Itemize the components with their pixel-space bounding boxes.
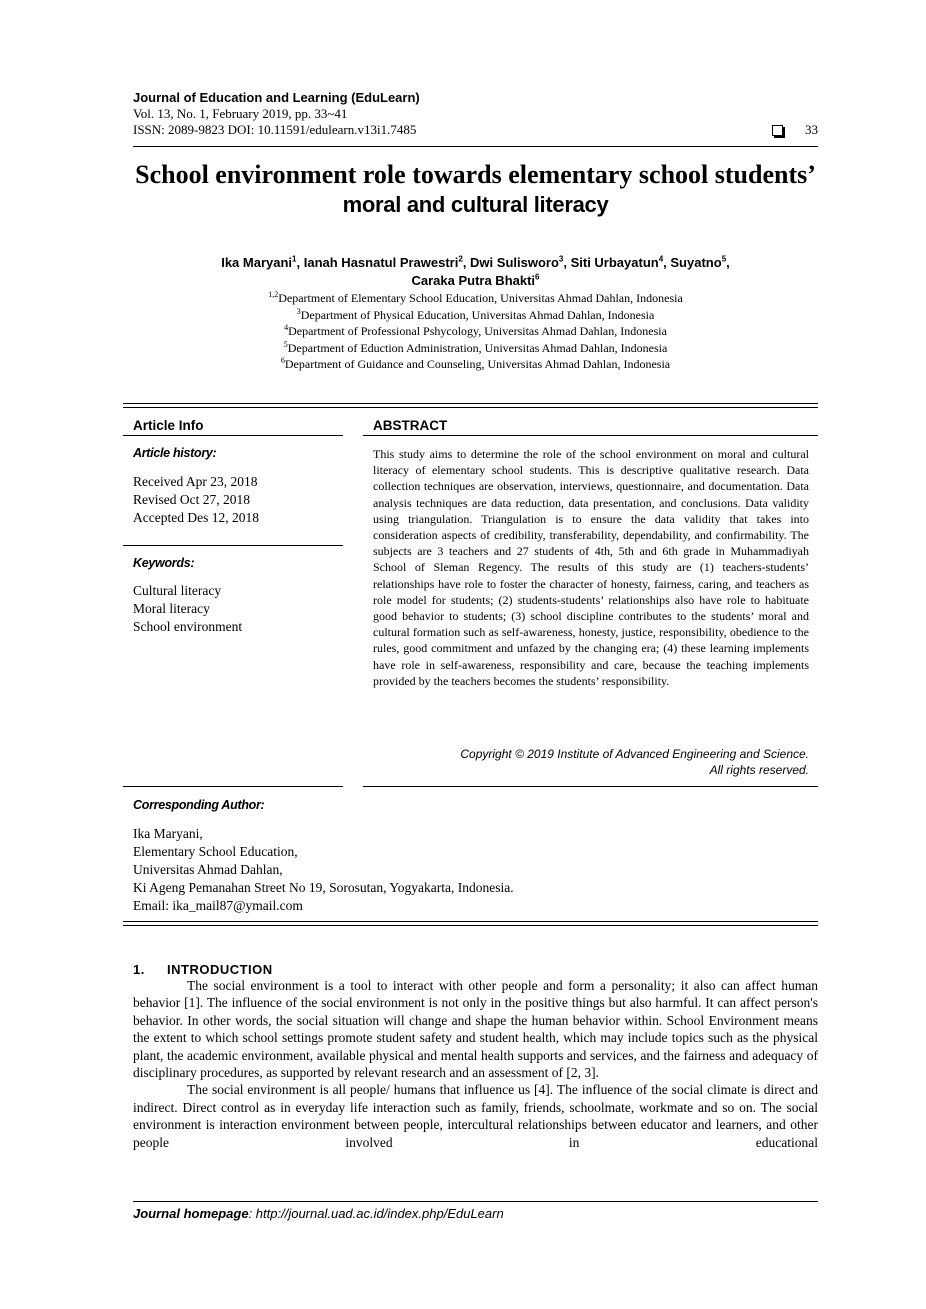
info-left-rule <box>123 435 343 436</box>
footer <box>133 1206 504 1221</box>
paragraph: The social environment is all people/ humans that influence us [4]. The influence of the social climate is direct and indirect. Direct control as in everyday life interaction such as family, friends, schoolmate, workmate and so on. The social environment is interaction environment between people, intercultural relationships between educator and learners, and other people involved in educational <box>133 1082 818 1150</box>
info-bottom-right-rule <box>363 786 818 787</box>
footer-label: Journal homepage <box>133 1206 249 1221</box>
author-name: Ianah Hasnatul Prawestri <box>303 255 459 270</box>
body-text <box>133 977 818 1151</box>
corresponding-line: Elementary School Education, <box>133 844 298 859</box>
affiliation-text: Department of Physical Education, Universitas Ahmad Dahlan, Indonesia <box>300 307 655 322</box>
received-date: Received Apr 23, 2018 <box>133 474 258 489</box>
section-number: 1. <box>133 962 145 977</box>
keyword: Moral literacy <box>133 601 210 616</box>
author-name: Caraka Putra Bhakti <box>411 273 536 288</box>
author-list: Ika Maryani$^1$, Ianah Hasnatul Prawestri$^2$, Dwi Sulisworo$^3$, Siti Urbayatun$^4$, Suyatno$^5$, Caraka Putra Bhakti$^6$ <box>221 254 730 288</box>
author-sup: 6 <box>535 272 540 282</box>
corresponding-line: Ika Maryani, <box>133 826 203 841</box>
square-bullet-icon <box>772 125 783 136</box>
copyright-notice <box>373 746 809 778</box>
title-line-1: School environment role towards elementary school students’ <box>135 160 816 189</box>
affiliation <box>133 323 818 340</box>
page-number: 33 <box>805 122 818 137</box>
affiliation-sup: 3 <box>296 306 301 316</box>
section-heading <box>133 962 273 977</box>
page-marker <box>772 122 818 138</box>
paragraph: The social environment is a tool to interact with other people and form a personality; it also can affect human behavior [1]. The influence of the social environment is not only in the positive things but also harmful. It can affect person's behavior. In other words, the social situation will change and shape the human behavior within. School Environment means the extent to which school settings promote student safety and student health, which may include topics such as the physical plant, the academic environment, available physical and mental health supports and services, and the fairness and adequacy of disciplinary procedures, as supported by relevant research and an assessment of [2, 3]. <box>133 978 818 1081</box>
author-name: Suyatno <box>670 255 722 270</box>
keyword: School environment <box>133 619 243 634</box>
running-header <box>133 90 818 138</box>
affiliation-text: Department of Professional Pshycology, Universitas Ahmad Dahlan, Indonesia <box>288 324 667 338</box>
author-name: Dwi Sulisworo <box>470 255 559 270</box>
affiliation-sup: 5 <box>283 339 288 349</box>
author-name: Siti Urbayatun <box>570 255 659 270</box>
footer-rule <box>133 1201 818 1202</box>
corresponding-line: Ki Ageng Pemanahan Street No 19, Sorosutan, Yogyakarta, Indonesia. <box>133 880 514 895</box>
corresponding-line: Universitas Ahmad Dahlan, <box>133 862 283 877</box>
affiliation <box>133 356 818 373</box>
rights-line: All rights reserved. <box>709 763 809 777</box>
affiliation <box>133 307 818 324</box>
history-list <box>133 473 343 527</box>
author-sup: 4 <box>658 254 664 264</box>
issn-line: ISSN: 2089-9823 DOI: 10.11591/edulearn.v13i1.7485 <box>133 122 417 137</box>
abstract-heading: ABSTRACT <box>373 418 448 433</box>
article-info-heading: Article Info <box>133 418 204 433</box>
revised-date: Revised Oct 27, 2018 <box>133 492 250 507</box>
section-title: INTRODUCTION <box>167 962 273 977</box>
affiliation <box>133 340 818 357</box>
info-end-rule <box>123 921 818 926</box>
affiliation-list <box>133 290 818 373</box>
header-rule <box>133 146 818 147</box>
affiliation-sup: 6 <box>280 356 285 365</box>
journal-homepage-link[interactable]: : http://journal.uad.ac.id/index.php/EduLearn <box>248 1206 504 1221</box>
abstract-text: This study aims to determine the role of the school environment on moral and cultural literacy of elementary school students. This is descriptive qualitative research. Data collection techniques are observation, interviews, questionnaire, and documentation. Data analysis techniques are data reduction, data presentation, and conclusions. Data validity using triangulation. Triangulation is to ensure the data validity that takes into consideration aspects of credibility, transferability, dependability, and confirmability. The subjects are 3 teachers and 27 students of 4th, 5th and 6th grade in Muhammadiyah School of Sleman Regency. The results of this study are (1) teachers-students’ relationships have role to foster the character of honesty, fairness, caring, and teachers as role model for students; (2) students-students’ relationships also have role to habituate good behavior to students; (3) school discipline contributes to the students’ moral and cultural formation such as self-awareness, honesty, justice, responsibility, obedience to the rules, good commitment and unfazed by the changing era; (4) these learning implements have role in self-awareness, responsibility and care, because the teaching implements provided by the teachers becomes the students’ responsibility. <box>373 447 809 688</box>
volume-line: Vol. 13, No. 1, February 2019, pp. 33~41 <box>133 106 348 121</box>
abstract-rule <box>363 435 818 436</box>
corresponding-details <box>133 825 818 915</box>
issn-row <box>133 122 818 138</box>
affiliation-text: Department of Elementary School Education, Universitas Ahmad Dahlan, Indonesia <box>278 291 683 305</box>
accepted-date: Accepted Des 12, 2018 <box>133 510 259 525</box>
author-sup: 5 <box>721 254 727 264</box>
title-line-2: moral and cultural literacy <box>342 192 609 217</box>
copyright-line: Copyright © 2019 Institute of Advanced Engineering and Science. <box>460 747 809 761</box>
author-sup: 1 <box>292 254 297 264</box>
info-top-rule <box>123 403 818 408</box>
affiliation-sup: 1,2 <box>268 290 279 299</box>
author-sup: 2 <box>458 254 463 264</box>
keywords-heading: Keywords: <box>133 556 195 570</box>
paper-title <box>133 160 818 220</box>
info-bottom-left-rule <box>123 786 343 787</box>
journal-name: Journal of Education and Learning (EduLearn) <box>133 90 420 105</box>
corresponding-email: Email: ika_mail87@ymail.com <box>133 898 303 913</box>
keyword: Cultural literacy <box>133 583 222 598</box>
history-rule <box>123 545 343 546</box>
affiliation-text: Department of Eduction Administration, Universitas Ahmad Dahlan, Indonesia <box>287 340 668 355</box>
author-name: Ika Maryani <box>221 255 293 270</box>
history-heading: Article history: <box>133 446 217 460</box>
author-sup: 3 <box>558 254 564 264</box>
corresponding-heading: Corresponding Author: <box>133 798 265 812</box>
affiliation-text: Department of Guidance and Counseling, Universitas Ahmad Dahlan, Indonesia <box>284 357 671 371</box>
affiliation <box>133 290 818 307</box>
keywords-list <box>133 582 343 636</box>
affiliation-sup: 4 <box>284 323 289 332</box>
